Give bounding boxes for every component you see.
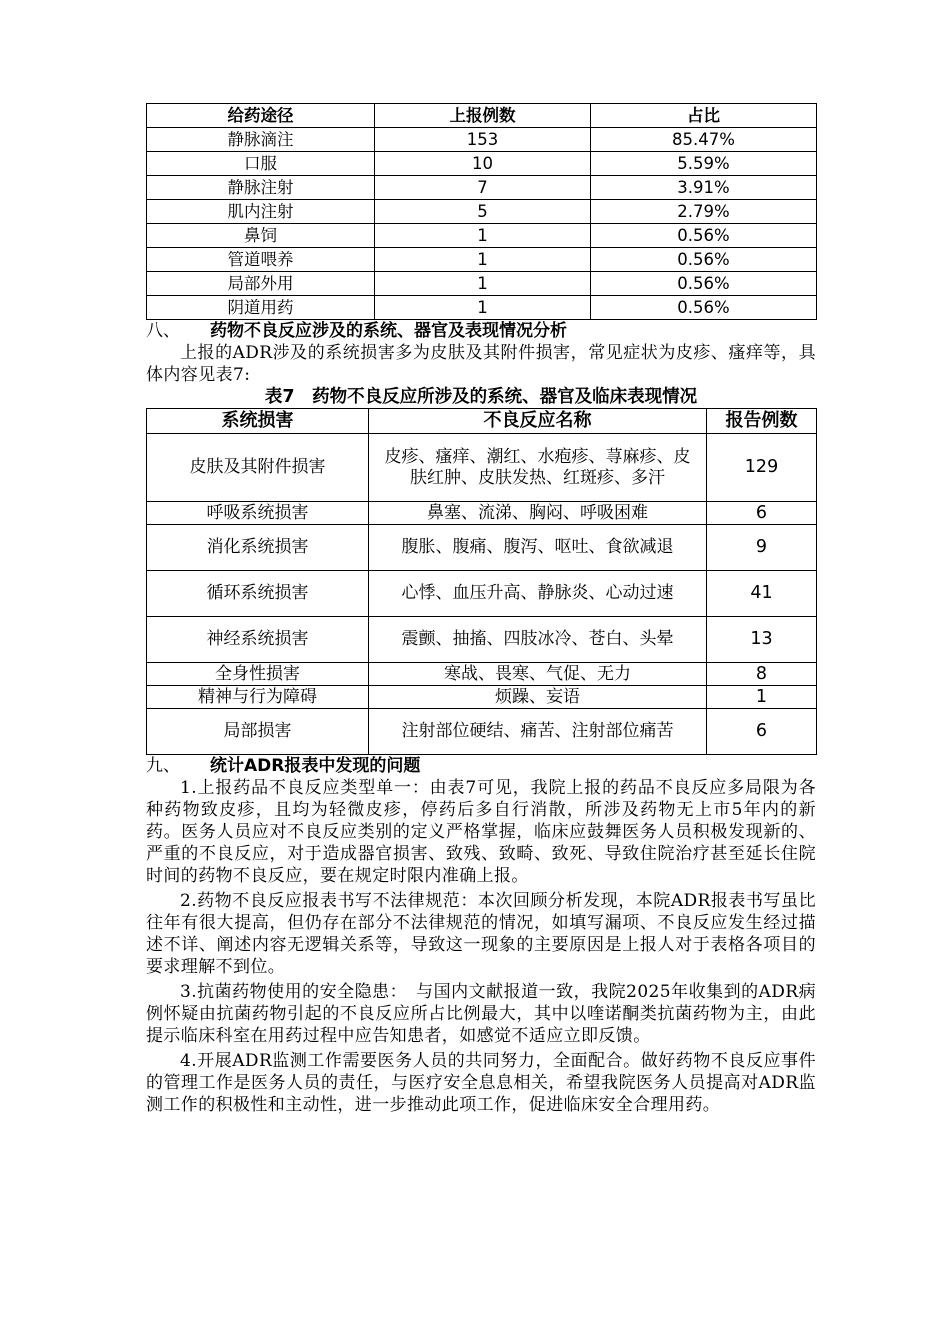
table-7-caption: 表7 药物不良反应所涉及的系统、器官及临床表现情况 <box>264 387 698 407</box>
count-cell: 1 <box>375 224 591 248</box>
ratio-cell: 0.56% <box>591 272 817 296</box>
ratio-cell: 2.79% <box>591 200 817 224</box>
table-row <box>147 709 817 755</box>
ratio-cell: 5.59% <box>591 152 817 176</box>
reaction-cell: 心悸、血压升高、静脉炎、心动过速 <box>369 571 707 617</box>
system-cell: 精神与行为障碍 <box>147 686 369 709</box>
route-cell: 阴道用药 <box>147 296 375 320</box>
reports-cell: 129 <box>707 434 817 502</box>
table-row <box>147 617 817 663</box>
system-cell: 消化系统损害 <box>147 525 369 571</box>
section-8-index: 八、 <box>146 321 180 341</box>
route-cell: 鼻饲 <box>147 224 375 248</box>
system-cell: 神经系统损害 <box>147 617 369 663</box>
table-row <box>147 224 817 248</box>
count-cell: 1 <box>375 272 591 296</box>
table-row <box>147 272 817 296</box>
system-cell: 皮肤及其附件损害 <box>147 434 369 502</box>
system-cell: 局部损害 <box>147 709 369 755</box>
table-row <box>147 200 817 224</box>
table-row <box>147 502 817 525</box>
route-cell: 口服 <box>147 152 375 176</box>
table-row <box>147 128 817 152</box>
reaction-cell: 鼻塞、流涕、胸闷、呼吸困难 <box>369 502 707 525</box>
reaction-cell: 腹胀、腹痛、腹泻、呕吐、食欲减退 <box>369 525 707 571</box>
system-cell: 循环系统损害 <box>147 571 369 617</box>
route-cell: 肌内注射 <box>147 200 375 224</box>
col-header-count: 上报例数 <box>375 104 591 128</box>
count-cell: 153 <box>375 128 591 152</box>
reports-cell: 9 <box>707 525 817 571</box>
table-row <box>147 663 817 686</box>
table-row <box>147 248 817 272</box>
reports-cell: 41 <box>707 571 817 617</box>
route-cell: 静脉滴注 <box>147 128 375 152</box>
count-cell: 1 <box>375 248 591 272</box>
col-header-reaction: 不良反应名称 <box>369 409 707 434</box>
section-9-paragraph-3: 3.抗菌药物使用的安全隐患： 与国内文献报道一致，我院2025年收集到的ADR病例怀疑由抗菌药物引起的不良反应所占比例最大，其中以喹诺酮类抗菌药物为主，由此提示临床科室在用药过程中应告知患者，如感觉不适应立即反馈。 <box>146 982 816 1046</box>
section-9-title: 统计ADR报表中发现的问题 <box>210 756 421 776</box>
ratio-cell: 0.56% <box>591 248 817 272</box>
reports-cell: 1 <box>707 686 817 709</box>
reaction-cell: 注射部位硬结、痛苦、注射部位痛苦 <box>369 709 707 755</box>
system-cell: 全身性损害 <box>147 663 369 686</box>
adr-table-header <box>147 409 817 434</box>
section-9-heading <box>146 755 816 777</box>
route-table <box>146 103 817 320</box>
reaction-cell: 寒战、畏寒、气促、无力 <box>369 663 707 686</box>
reports-cell: 13 <box>707 617 817 663</box>
ratio-cell: 0.56% <box>591 224 817 248</box>
table-row <box>147 571 817 617</box>
ratio-cell: 3.91% <box>591 176 817 200</box>
count-cell: 5 <box>375 200 591 224</box>
table-row <box>147 296 817 320</box>
section-9-index: 九、 <box>146 756 180 776</box>
reaction-cell: 震颤、抽搐、四肢冰冷、苍白、头晕 <box>369 617 707 663</box>
table-row <box>147 152 817 176</box>
section-9-paragraph-1: 1.上报药品不良反应类型单一：由表7可见，我院上报的药品不良反应多局限为各种药物致皮疹，且均为轻微皮疹，停药后多自行消散，所涉及药物无上市5年内的新药。医务人员应对不良反应类别的定义严格掌握，临床应鼓舞医务人员积极发现新的、严重的不良反应，对于造成器官损害、致残、致畸、致死、导致住院治疗甚至延长住院时间的药物不良反应，要在规定时限内准确上报。 <box>146 778 816 886</box>
document-page <box>146 103 816 1119</box>
adr-system-table <box>146 408 817 755</box>
section-9-paragraph-2: 2.药物不良反应报表书写不法律规范：本次回顾分析发现，本院ADR报表书写虽比往年有很大提高，但仍存在部分不法律规范的情况，如填写漏项、不良反应发生经过描述不详、阐述内容无逻辑关系等，导致这一现象的主要原因是上报人对于表格各项目的要求理解不到位。 <box>146 891 816 977</box>
col-header-route: 给药途径 <box>147 104 375 128</box>
reports-cell: 6 <box>707 502 817 525</box>
col-header-ratio: 占比 <box>591 104 817 128</box>
route-cell: 静脉注射 <box>147 176 375 200</box>
table-row <box>147 686 817 709</box>
table-row <box>147 525 817 571</box>
table-row <box>147 434 817 502</box>
reports-cell: 6 <box>707 709 817 755</box>
section-8-title: 药物不良反应涉及的系统、器官及表现情况分析 <box>210 321 567 341</box>
ratio-cell: 85.47% <box>591 128 817 152</box>
col-header-reports: 报告例数 <box>707 409 817 434</box>
route-table-header <box>147 104 817 128</box>
route-cell: 管道喂养 <box>147 248 375 272</box>
reaction-cell: 皮疹、瘙痒、潮红、水疱疹、荨麻疹、皮肤红肿、皮肤发热、红斑疹、多汗 <box>369 434 707 502</box>
section-8-paragraph: 上报的ADR涉及的系统损害多为皮肤及其附件损害，常见症状为皮疹、瘙痒等，具体内容见表7: <box>146 343 816 385</box>
reaction-cell: 烦躁、妄语 <box>369 686 707 709</box>
table-row <box>147 176 817 200</box>
section-8-heading <box>146 320 816 342</box>
ratio-cell: 0.56% <box>591 296 817 320</box>
section-9-paragraph-4: 4.开展ADR监测工作需要医务人员的共同努力，全面配合。做好药物不良反应事件的管理工作是医务人员的责任，与医疗安全息息相关，希望我院医务人员提高对ADR监测工作的积极性和主动性，进一步推动此项工作，促进临床安全合理用药。 <box>146 1051 816 1115</box>
route-cell: 局部外用 <box>147 272 375 296</box>
col-header-system: 系统损害 <box>147 409 369 434</box>
reports-cell: 8 <box>707 663 817 686</box>
count-cell: 10 <box>375 152 591 176</box>
count-cell: 7 <box>375 176 591 200</box>
system-cell: 呼吸系统损害 <box>147 502 369 525</box>
count-cell: 1 <box>375 296 591 320</box>
